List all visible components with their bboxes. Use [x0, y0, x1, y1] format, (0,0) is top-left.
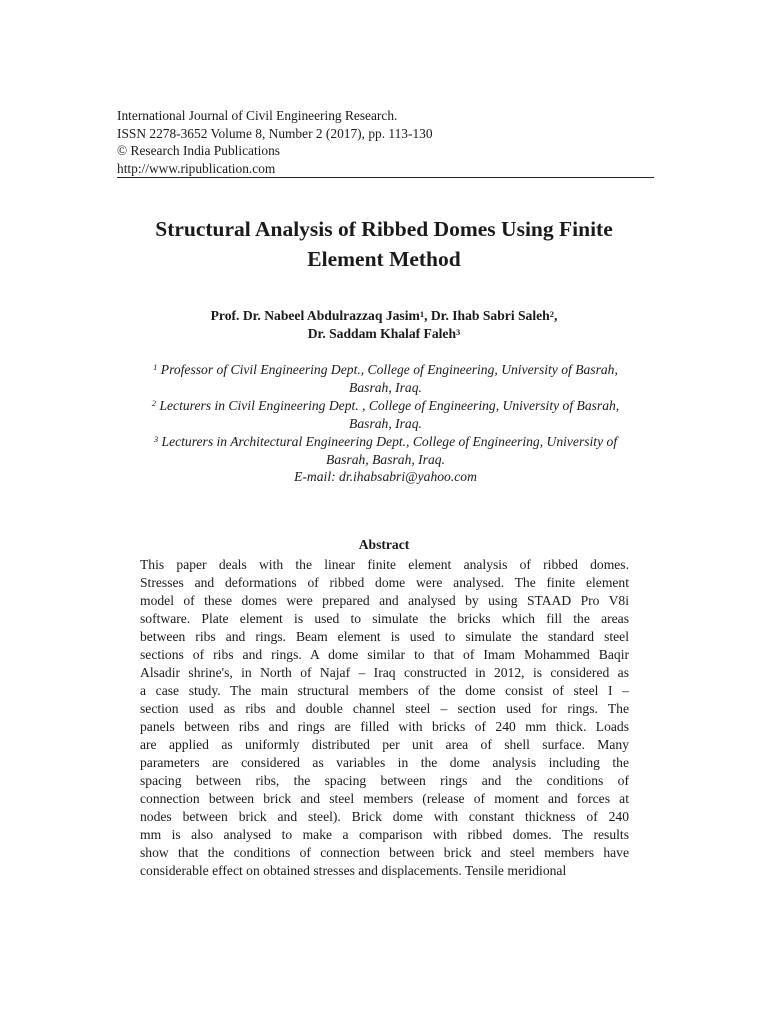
abstract-line: spacing between ribs, the spacing between rings and the conditions of	[140, 773, 629, 788]
affiliation-2-line-2: Basrah, Iraq.	[349, 415, 422, 431]
author-2-name: , Dr. Ihab Sabri Saleh	[424, 308, 550, 323]
affiliation-3-line-1: Lecturers in Architectural Engineering Dept., College of Engineering, University of	[161, 433, 618, 449]
author-1-name: Prof. Dr. Nabeel Abdulrazzaq Jasim	[210, 308, 420, 323]
header-divider	[117, 177, 654, 178]
title-line-2: Element Method	[307, 247, 461, 271]
abstract-line: section used as ribs and double channel steel – section used for rings. The	[140, 701, 629, 716]
abstract-line: software. Plate element is used to simulate the bricks which fill the areas	[140, 611, 629, 626]
abstract-heading: Abstract	[358, 537, 410, 552]
author-1-sup: 1	[419, 309, 425, 319]
journal-header	[117, 107, 654, 177]
affiliation-2-line-1: Lecturers in Civil Engineering Dept. , College of Engineering, University of Basrah,	[159, 397, 620, 413]
author-separator: ,	[553, 308, 558, 323]
abstract-line: show that the conditions of connection between brick and steel members have	[140, 845, 629, 860]
author-2-sup: 2	[549, 309, 554, 319]
abstract-line: connection between brick and steel members (release of moment and forces at	[140, 791, 629, 806]
affiliation-2-sup: 2	[151, 397, 157, 408]
authors-line-2	[100, 325, 668, 343]
title-line-1: Structural Analysis of Ribbed Domes Using Finite	[155, 217, 613, 241]
affiliation-3-line-2: Basrah, Basrah, Iraq.	[326, 451, 445, 467]
affiliation-1-sup: 1	[153, 362, 158, 372]
publisher-line: © Research India Publications	[117, 143, 281, 159]
affiliation-3	[117, 433, 654, 451]
abstract-line: considerable effect on obtained stresses and displacements. Tensile meridional	[140, 863, 567, 878]
abstract-line: between ribs and rings. Beam element is used to simulate the standard steel	[140, 629, 629, 644]
affiliation-3-sup: 3	[153, 433, 159, 444]
abstract-line: Stresses and deformations of ribbed dome were analysed. The finite element	[140, 575, 629, 590]
abstract-line: are applied as uniformly distributed per unit area of shell surface. Many	[140, 737, 629, 752]
paper-title	[100, 214, 668, 274]
affiliations	[117, 361, 654, 486]
abstract-line: panels between ribs and rings are filled with bricks of 240 mm thick. Loads	[140, 719, 629, 734]
abstract-line: parameters are considered as variables in the dome analysis including the	[140, 755, 629, 770]
affiliation-1-line-2: Basrah, Iraq.	[349, 379, 422, 395]
affiliation-2	[117, 397, 654, 415]
authors-line-1	[100, 307, 668, 325]
abstract-body	[140, 556, 629, 880]
abstract-line: Alsadir shrine's, in North of Najaf – Iraq constructed in 2012, is considered as	[140, 665, 629, 680]
journal-name: International Journal of Civil Engineering Research.	[117, 108, 398, 123]
abstract-line: nodes between brick and steel). Brick dome with constant thickness of 240	[140, 809, 629, 824]
issn-line: ISSN 2278-3652 Volume 8, Number 2 (2017), pp. 113-130	[117, 125, 433, 141]
author-3-sup: 3	[456, 327, 461, 337]
abstract-line: mm is also analysed to make a comparison with ribbed domes. The results	[140, 827, 629, 842]
abstract-line: This paper deals with the linear finite element analysis of ribbed domes.	[140, 557, 629, 572]
journal-url: http://www.ripublication.com	[117, 160, 276, 176]
author-3-name: Dr. Saddam Khalaf Faleh	[307, 326, 457, 341]
affiliation-1	[117, 361, 654, 379]
abstract-line: a case study. The main structural members of the dome consist of steel I –	[140, 683, 629, 698]
contact-email: E-mail: dr.ihabsabri@yahoo.com	[294, 469, 477, 485]
affiliation-1-line-1: Professor of Civil Engineering Dept., College of Engineering, University of Basrah,	[160, 362, 618, 377]
abstract-line: model of these domes were prepared and analysed by using STAAD Pro V8i	[140, 593, 629, 608]
author-list	[100, 307, 668, 343]
abstract-line: sections of ribs and rings. A dome similar to that of Imam Mohammed Baqir	[140, 647, 629, 662]
